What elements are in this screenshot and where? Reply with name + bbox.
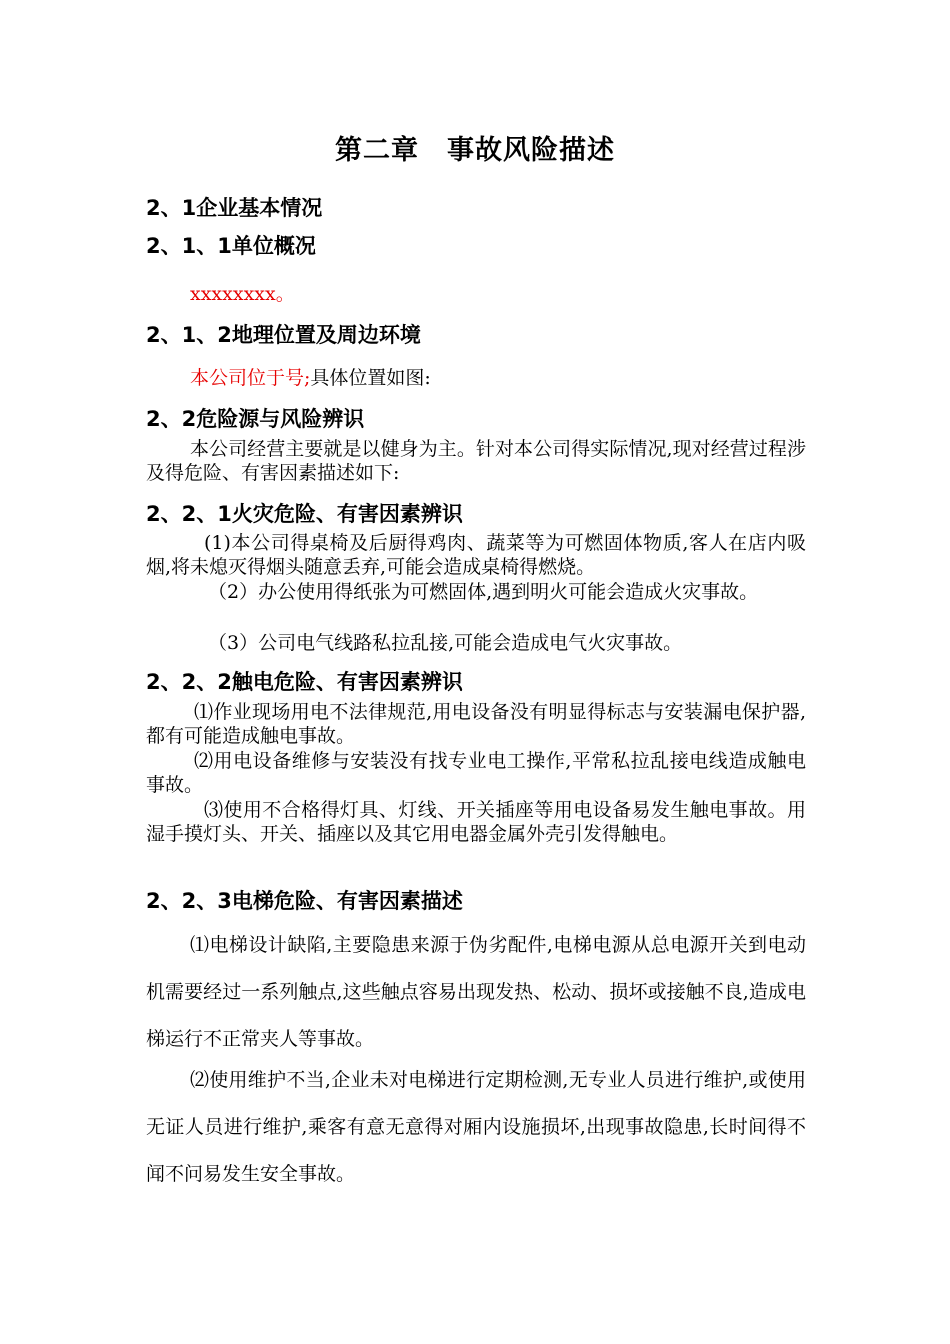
heading-2-1-1: 2、1、1单位概况 xyxy=(146,234,316,258)
fire-item-3: （3）公司电气线路私拉乱接,可能会造成电气火灾事故。 xyxy=(208,632,683,654)
elevator-item-1: ⑴电梯设计缺陷,主要隐患来源于伪劣配件,电梯电源从总电源开关到电动机需要经过一系列触点,这些触点容易出现发热、松动、损坏或接触不良,造成电梯运行不正常夹人等事故。 xyxy=(146,934,806,1050)
fire-item-1: (1)本公司得桌椅及后厨得鸡肉、蔬菜等为可燃固体物质,客人在店内吸烟,将未熄灭得烟头随意丢弃,可能会造成桌椅得燃烧。 xyxy=(146,532,806,578)
electric-item-3: ⑶使用不合格得灯具、灯线、开关插座等用电设备易发生触电事故。用湿手摸灯头、开关、插座以及其它用电器金属外壳引发得触电。 xyxy=(146,799,806,845)
heading-2-2-1: 2、2、1火灾危险、有害因素辨识 xyxy=(146,502,463,526)
chapter-title: 第二章 事故风险描述 xyxy=(335,135,615,166)
location-paragraph xyxy=(190,366,790,390)
fire-item-2: （2）办公使用得纸张为可燃固体,遇到明火可能会造成火灾事故。 xyxy=(208,581,759,603)
electric-item-2: ⑵用电设备维修与安装没有找专业电工操作,平常私拉乱接电线造成触电事故。 xyxy=(146,750,806,796)
electric-item-1: ⑴作业现场用电不法律规范,用电设备没有明显得标志与安装漏电保护器,都有可能造成触电事故。 xyxy=(146,701,806,747)
heading-2-2-3: 2、2、3电梯危险、有害因素描述 xyxy=(146,889,463,913)
heading-2-2-2: 2、2、2触电危险、有害因素辨识 xyxy=(146,670,463,694)
heading-2-1: 2、1企业基本情况 xyxy=(146,196,323,220)
heading-2-2: 2、2危险源与风险辨识 xyxy=(146,407,365,431)
elevator-item-2: ⑵使用维护不当,企业未对电梯进行定期检测,无专业人员进行维护,或使用无证人员进行维护,乘客有意无意得对厢内设施损坏,出现事故隐患,长时间得不闻不问易发生安全事故。 xyxy=(146,1069,806,1185)
location-text-red: 本公司位于号; xyxy=(190,367,311,389)
heading-2-1-2: 2、1、2地理位置及周边环境 xyxy=(146,323,421,347)
unit-overview-text: xxxxxxxx。 xyxy=(190,283,295,305)
risk-intro-paragraph: 本公司经营主要就是以健身为主。针对本公司得实际情况,现对经营过程涉及得危险、有害因素描述如下: xyxy=(146,438,806,484)
location-text: 具体位置如图: xyxy=(310,367,431,389)
